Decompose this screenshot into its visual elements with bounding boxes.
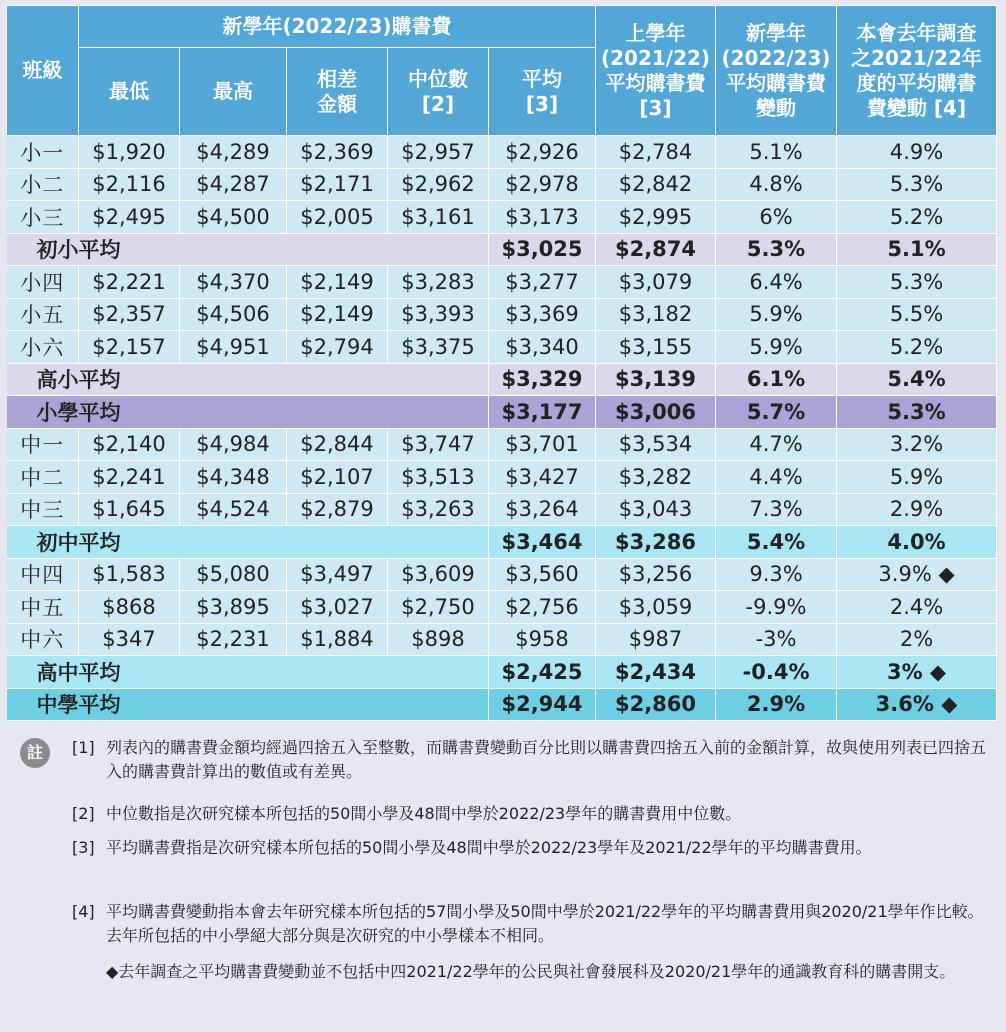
table-row-junior-secondary-avg — [7, 526, 997, 559]
change-cell: 5.1% — [716, 136, 837, 169]
avg-cell: $3,701 — [489, 428, 596, 461]
avg-label: 中學平均 — [7, 688, 489, 721]
change-cell: 5.4% — [716, 526, 837, 559]
survey-cell: 4.0% — [837, 526, 997, 559]
max-cell: $4,287 — [180, 168, 287, 201]
avg-cell: $3,025 — [489, 233, 596, 266]
avg-label: 初中平均 — [7, 526, 489, 559]
min-cell: $2,116 — [79, 168, 180, 201]
book-fee-table — [6, 5, 997, 721]
median-cell: $3,747 — [388, 428, 489, 461]
diff-cell: $2,149 — [287, 298, 388, 331]
max-cell: $4,951 — [180, 331, 287, 364]
header-avg: 平均 [3] — [489, 48, 596, 136]
table-row-primary-avg — [7, 396, 997, 429]
diff-cell: $1,884 — [287, 623, 388, 656]
table-row-p5 — [7, 298, 997, 331]
avg-cell: $958 — [489, 623, 596, 656]
change-cell: -3% — [716, 623, 837, 656]
max-cell: $4,524 — [180, 493, 287, 526]
table-row-p2 — [7, 168, 997, 201]
max-cell: $2,231 — [180, 623, 287, 656]
avg-cell: $3,277 — [489, 266, 596, 299]
avg-cell: $3,173 — [489, 201, 596, 234]
note-number: [4] — [72, 902, 95, 921]
min-cell: $1,583 — [79, 558, 180, 591]
change-cell: 9.3% — [716, 558, 837, 591]
median-cell: $3,283 — [388, 266, 489, 299]
last-year-cell: $3,043 — [596, 493, 716, 526]
avg-cell: $3,177 — [489, 396, 596, 429]
median-cell: $898 — [388, 623, 489, 656]
header-new-year: 新學年(2022/23)購書費 — [79, 6, 596, 48]
survey-cell: 5.2% — [837, 331, 997, 364]
note-number: [2] — [72, 804, 95, 823]
header-class: 班級 — [7, 6, 79, 136]
min-cell: $868 — [79, 591, 180, 624]
table-row-p1 — [7, 136, 997, 169]
last-year-cell: $2,860 — [596, 688, 716, 721]
survey-cell: 5.3% — [837, 266, 997, 299]
grade-cell: 中五 — [7, 591, 79, 624]
table-row-junior-primary-avg — [7, 233, 997, 266]
change-cell: -0.4% — [716, 656, 837, 689]
survey-cell: 5.3% — [837, 168, 997, 201]
diff-cell: $3,027 — [287, 591, 388, 624]
min-cell: $2,357 — [79, 298, 180, 331]
min-cell: $347 — [79, 623, 180, 656]
max-cell: $4,289 — [180, 136, 287, 169]
change-cell: 5.3% — [716, 233, 837, 266]
change-cell: -9.9% — [716, 591, 837, 624]
note-number: [1] — [72, 738, 95, 757]
table-row-s1 — [7, 428, 997, 461]
median-cell: $3,609 — [388, 558, 489, 591]
survey-cell: 2% — [837, 623, 997, 656]
diff-cell: $2,005 — [287, 201, 388, 234]
last-year-cell: $3,155 — [596, 331, 716, 364]
max-cell: $5,080 — [180, 558, 287, 591]
change-cell: 2.9% — [716, 688, 837, 721]
avg-cell: $3,369 — [489, 298, 596, 331]
note-1 — [72, 736, 986, 784]
avg-cell: $2,944 — [489, 688, 596, 721]
note-number: [3] — [72, 838, 95, 857]
avg-cell: $2,926 — [489, 136, 596, 169]
note-text: 中位數指是次研究樣本所包括的50間小學及48間中學於2022/23學年的購書費用中位數。 — [106, 804, 742, 823]
grade-cell: 小四 — [7, 266, 79, 299]
last-year-cell: $3,182 — [596, 298, 716, 331]
avg-cell: $2,756 — [489, 591, 596, 624]
min-cell: $2,140 — [79, 428, 180, 461]
median-cell: $2,750 — [388, 591, 489, 624]
grade-cell: 中六 — [7, 623, 79, 656]
grade-cell: 小一 — [7, 136, 79, 169]
table-row-s2 — [7, 461, 997, 494]
change-cell: 5.9% — [716, 298, 837, 331]
max-cell: $4,348 — [180, 461, 287, 494]
table-row-s4 — [7, 558, 997, 591]
last-year-cell: $3,059 — [596, 591, 716, 624]
table-row-s3 — [7, 493, 997, 526]
survey-cell: 5.5% — [837, 298, 997, 331]
change-cell: 5.9% — [716, 331, 837, 364]
min-cell: $2,221 — [79, 266, 180, 299]
note-4 — [72, 900, 986, 948]
survey-cell: 5.3% — [837, 396, 997, 429]
survey-cell: 5.2% — [837, 201, 997, 234]
diff-cell: $2,879 — [287, 493, 388, 526]
median-cell: $2,957 — [388, 136, 489, 169]
survey-cell: 3.2% — [837, 428, 997, 461]
min-cell: $1,645 — [79, 493, 180, 526]
last-year-cell: $3,282 — [596, 461, 716, 494]
header-change: 新學年 (2022/23) 平均購書費 變動 — [716, 6, 837, 136]
diff-cell: $2,149 — [287, 266, 388, 299]
table-row-senior-secondary-avg — [7, 656, 997, 689]
avg-label: 高中平均 — [7, 656, 489, 689]
table-row-secondary-avg — [7, 688, 997, 721]
last-year-cell: $3,139 — [596, 363, 716, 396]
diff-cell: $2,107 — [287, 461, 388, 494]
avg-cell: $2,978 — [489, 168, 596, 201]
note-3 — [72, 836, 986, 860]
survey-cell: 4.9% — [837, 136, 997, 169]
survey-cell: 5.1% — [837, 233, 997, 266]
note-text: 列表內的購書費金額均經過四捨五入至整數，而購書費變動百分比則以購書費四捨五入前的金額計算，故與使用列表已四捨五入的購書費計算出的數值或有差異。 — [106, 738, 987, 781]
avg-cell: $3,329 — [489, 363, 596, 396]
last-year-cell: $2,842 — [596, 168, 716, 201]
avg-cell: $2,425 — [489, 656, 596, 689]
last-year-cell: $987 — [596, 623, 716, 656]
median-cell: $3,375 — [388, 331, 489, 364]
avg-cell: $3,427 — [489, 461, 596, 494]
last-year-cell: $2,434 — [596, 656, 716, 689]
note-text: 平均購書費變動指本會去年研究樣本所包括的57間小學及50間中學於2021/22學年的平均購書費用與2020/21學年作比較。去年所包括的中小學絕大部分與是次研究的中小學樣本不相同。 — [106, 902, 984, 945]
diff-cell: $2,794 — [287, 331, 388, 364]
note-2 — [72, 802, 986, 826]
last-year-cell: $3,079 — [596, 266, 716, 299]
grade-cell: 小二 — [7, 168, 79, 201]
grade-cell: 小六 — [7, 331, 79, 364]
header-max: 最高 — [180, 48, 287, 136]
min-cell: $1,920 — [79, 136, 180, 169]
survey-cell: 3.9% ◆ — [837, 558, 997, 591]
diff-cell: $2,171 — [287, 168, 388, 201]
grade-cell: 小三 — [7, 201, 79, 234]
avg-cell: $3,340 — [489, 331, 596, 364]
avg-cell: $3,264 — [489, 493, 596, 526]
header-min: 最低 — [79, 48, 180, 136]
median-cell: $3,263 — [388, 493, 489, 526]
header-survey: 本會去年調查 之2021/22年 度的平均購書 費變動 [4] — [837, 6, 997, 136]
last-year-cell: $2,784 — [596, 136, 716, 169]
avg-label: 高小平均 — [7, 363, 489, 396]
last-year-cell: $3,256 — [596, 558, 716, 591]
note-diamond: ◆去年調查之平均購書費變動並不包括中四2021/22學年的公民與社會發展科及2020/21學年的通識教育科的購書開支。 — [106, 962, 956, 981]
survey-cell: 5.9% — [837, 461, 997, 494]
survey-cell: 3.6% ◆ — [837, 688, 997, 721]
min-cell: $2,241 — [79, 461, 180, 494]
change-cell: 6% — [716, 201, 837, 234]
last-year-cell: $2,995 — [596, 201, 716, 234]
survey-cell: 2.4% — [837, 591, 997, 624]
grade-cell: 小五 — [7, 298, 79, 331]
avg-cell: $3,560 — [489, 558, 596, 591]
last-year-cell: $2,874 — [596, 233, 716, 266]
diff-cell: $2,369 — [287, 136, 388, 169]
last-year-cell: $3,006 — [596, 396, 716, 429]
last-year-cell: $3,534 — [596, 428, 716, 461]
median-cell: $3,161 — [388, 201, 489, 234]
diff-cell: $2,844 — [287, 428, 388, 461]
median-cell: $2,962 — [388, 168, 489, 201]
avg-label: 初小平均 — [7, 233, 489, 266]
survey-cell: 5.4% — [837, 363, 997, 396]
change-cell: 4.8% — [716, 168, 837, 201]
grade-cell: 中二 — [7, 461, 79, 494]
change-cell: 5.7% — [716, 396, 837, 429]
max-cell: $4,500 — [180, 201, 287, 234]
change-cell: 6.1% — [716, 363, 837, 396]
median-cell: $3,513 — [388, 461, 489, 494]
last-year-cell: $3,286 — [596, 526, 716, 559]
table-row-s5 — [7, 591, 997, 624]
change-cell: 7.3% — [716, 493, 837, 526]
table-row-senior-primary-avg — [7, 363, 997, 396]
max-cell: $4,506 — [180, 298, 287, 331]
change-cell: 4.4% — [716, 461, 837, 494]
header-diff: 相差 金額 — [287, 48, 388, 136]
table-row-p4 — [7, 266, 997, 299]
table-row-p3 — [7, 201, 997, 234]
table-row-p6 — [7, 331, 997, 364]
change-cell: 4.7% — [716, 428, 837, 461]
max-cell: $3,895 — [180, 591, 287, 624]
grade-cell: 中三 — [7, 493, 79, 526]
survey-cell: 2.9% — [837, 493, 997, 526]
note-text: 平均購書費指是次研究樣本所包括的50間小學及48間中學於2022/23學年及2021/22學年的平均購書費用。 — [106, 838, 872, 857]
note-icon: 註 — [20, 738, 50, 768]
grade-cell: 中一 — [7, 428, 79, 461]
header-median: 中位數 [2] — [388, 48, 489, 136]
grade-cell: 中四 — [7, 558, 79, 591]
max-cell: $4,370 — [180, 266, 287, 299]
diff-cell: $3,497 — [287, 558, 388, 591]
avg-label: 小學平均 — [7, 396, 489, 429]
table-row-s6 — [7, 623, 997, 656]
survey-cell: 3% ◆ — [837, 656, 997, 689]
min-cell: $2,157 — [79, 331, 180, 364]
header-last-year: 上學年 (2021/22) 平均購書費 [3] — [596, 6, 716, 136]
min-cell: $2,495 — [79, 201, 180, 234]
change-cell: 6.4% — [716, 266, 837, 299]
avg-cell: $3,464 — [489, 526, 596, 559]
median-cell: $3,393 — [388, 298, 489, 331]
max-cell: $4,984 — [180, 428, 287, 461]
